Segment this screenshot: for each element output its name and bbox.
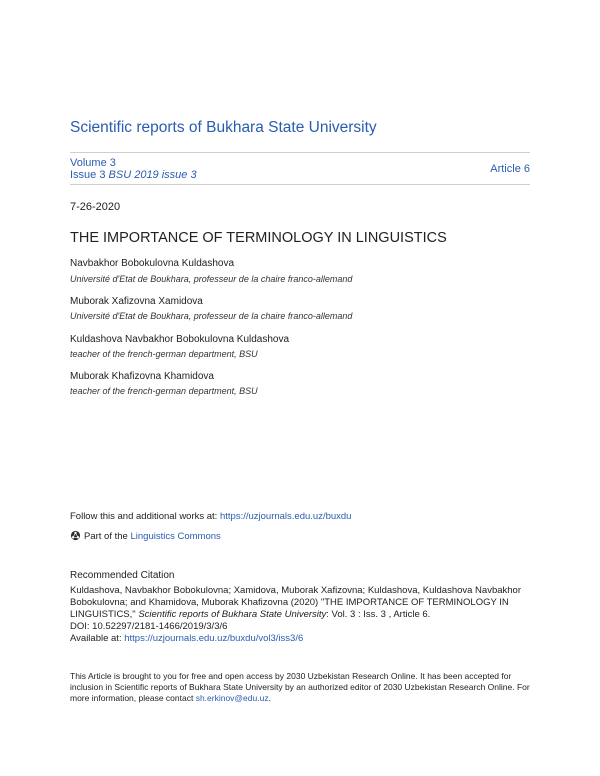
volume-link[interactable]: Volume 3	[70, 157, 116, 169]
publication-date: 7-26-2020	[70, 201, 121, 213]
citation-text: Kuldashova, Navbakhor Bobokulovna; Xamidova, Muborak Xafizovna; Kuldashova, Kuldashova Navbakhor Bobokulovna; and Khamidova, Muborak Khafizovna (2020) "THE IMPORTANCE OF TERMINOLOGY IN LINGUISTICS,"	[70, 585, 521, 620]
footer-text: This Article is brought to you for free and open access by 2030 Uzbekistan Research Online. It has been accepted for inclusion in Scientific reports of Bukhara State University by an authorized editor of 2030 Uzbekistan Research Online. For more information, please contact	[70, 671, 530, 703]
follow-line	[70, 511, 351, 522]
author-name: Kuldashova Navbakhor Bobokulovna Kuldashova	[70, 334, 290, 345]
author-name: Muborak Xafizovna Xamidova	[70, 296, 203, 307]
citation-body	[70, 585, 530, 645]
header-rule-top	[70, 152, 530, 153]
follow-text: Follow this and additional works at:	[70, 511, 220, 522]
citation-volume: : Vol. 3 : Iss. 3 , Article 6.	[326, 609, 431, 620]
citation-heading: Recommended Citation	[70, 570, 175, 581]
available-link[interactable]: https://uzjournals.edu.uz/buxdu/vol3/iss3/6	[124, 633, 304, 644]
citation-doi: DOI: 10.52297/2181-1466/2019/3/3/6	[70, 621, 228, 632]
follow-link[interactable]: https://uzjournals.edu.uz/buxdu	[219, 511, 352, 522]
linguistics-commons-link[interactable]: Linguistics Commons	[130, 531, 221, 542]
volume-issue	[70, 157, 197, 181]
contact-email-link[interactable]: sh.erkinov@edu.uz	[195, 693, 269, 703]
author-name: Navbakhor Bobokulovna Kuldashova	[70, 258, 234, 269]
author-affiliation: Université d'Etat de Boukhara, professeur de la chaire franco-allemand	[70, 311, 353, 321]
article-number[interactable]: Article 6	[490, 163, 530, 175]
citation-available	[70, 633, 530, 645]
available-prefix: Available at:	[70, 633, 125, 644]
issue-link[interactable]: Issue 3	[70, 169, 106, 181]
author-affiliation: Université d'Etat de Boukhara, professeur de la chaire franco-allemand	[70, 274, 353, 284]
article-title: THE IMPORTANCE OF TERMINOLOGY IN LINGUISTICS	[70, 230, 447, 246]
author-affiliation: teacher of the french-german department, BSU	[70, 349, 258, 359]
part-of-text: Part of the	[84, 531, 131, 542]
issue-label[interactable]: BSU 2019 issue 3	[108, 169, 197, 181]
part-of-line	[70, 530, 221, 542]
commons-network-icon	[70, 530, 81, 541]
journal-title[interactable]: Scientific reports of Bukhara State University	[70, 119, 377, 136]
author-affiliation: teacher of the french-german department, BSU	[70, 386, 258, 396]
header-rule-bottom	[70, 184, 530, 185]
citation-journal: Scientific reports of Bukhara State University	[138, 609, 327, 620]
footer-end: .	[268, 693, 271, 703]
footer-notice	[70, 671, 530, 704]
author-name: Muborak Khafizovna Khamidova	[70, 371, 214, 382]
